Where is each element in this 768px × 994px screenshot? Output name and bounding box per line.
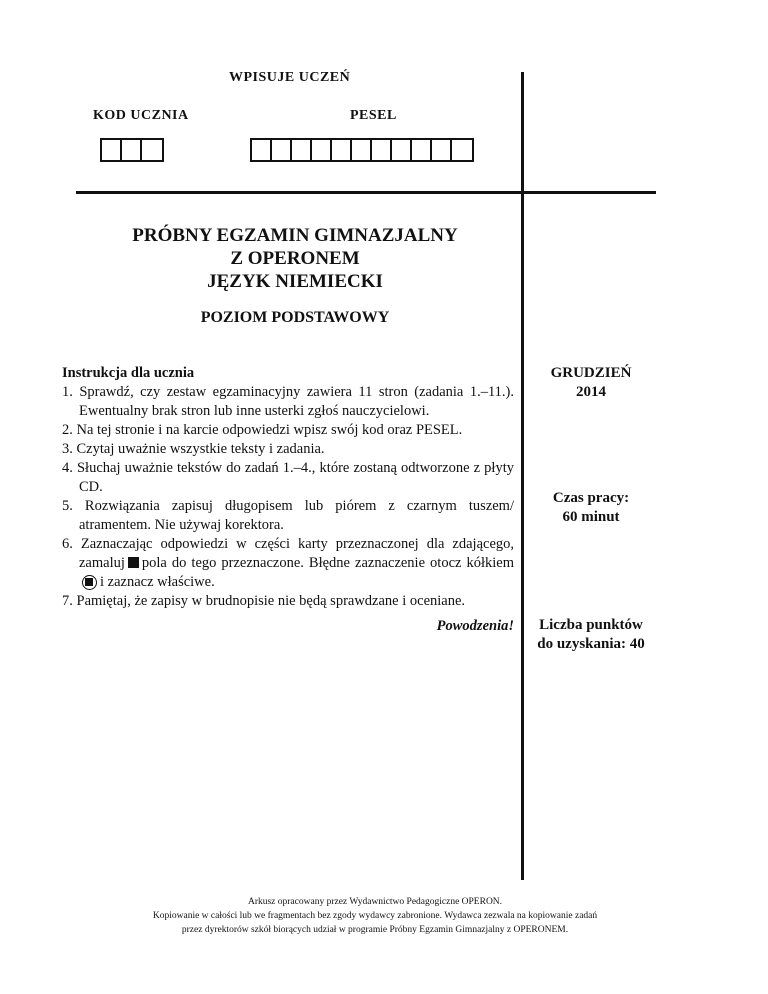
- exam-title: [100, 224, 490, 293]
- circled-square-icon: [82, 575, 97, 590]
- instructions-heading: Instrukcja dla ucznia: [62, 365, 195, 381]
- instruction-item: 1. Sprawdź, czy zestaw egzaminacyjny zawiera 11 stron (zadania 1.–11.). Ewentualny brak stron lub inne usterki zgłoś nauczycielowi.: [62, 384, 514, 419]
- student-code-box[interactable]: [142, 140, 162, 160]
- exam-month: GRUDZIEŃ: [550, 365, 632, 381]
- student-code-label: KOD UCZNIA: [93, 108, 189, 123]
- instruction-6-part3: i zaznacz właściwe.: [100, 574, 215, 590]
- instruction-item: 2. Na tej stronie i na karcie odpowiedzi wpisz swój kod oraz PESEL.: [62, 422, 463, 438]
- filled-square-icon: [128, 557, 139, 568]
- footer-line3: przez dyrektorów szkół biorących udział w programie Próbny Egzamin Gimnazjalny z OPERONEM.: [181, 925, 569, 935]
- footer-line1: Arkusz opracowany przez Wydawnictwo Pedagogiczne OPERON.: [247, 897, 503, 907]
- instruction-item: 7. Pamiętaj, że zapisy w brudnopisie nie będą sprawdzane i oceniane.: [62, 593, 466, 609]
- exam-title-line3: JĘZYK NIEMIECKI: [207, 271, 383, 292]
- points-value: do uzyskania: 40: [537, 636, 645, 652]
- instructions: [62, 364, 514, 611]
- instruction-6-part2: pola do tego przeznaczone. Błędne zaznaczenie otocz kółkiem: [141, 555, 514, 571]
- time-label: Czas pracy:: [552, 490, 630, 506]
- exam-year: 2014: [576, 384, 606, 400]
- student-code-box[interactable]: [102, 140, 122, 160]
- instruction-item: 4. Słuchaj uważnie tekstów do zadań 1.–4., które zostaną odtworzone z płyty CD.: [62, 460, 514, 495]
- pesel-box[interactable]: [452, 140, 472, 160]
- footer-line2: Kopiowanie w całości lub we fragmentach bez zgody wydawcy zabronione. Wydawca zezwala na kopiowanie zadań: [152, 911, 598, 921]
- student-fills-heading: WPISUJE UCZEŃ: [229, 70, 351, 85]
- pesel-box[interactable]: [372, 140, 392, 160]
- pesel-box[interactable]: [252, 140, 272, 160]
- exam-points: [526, 616, 656, 654]
- pesel-box[interactable]: [392, 140, 412, 160]
- pesel-box[interactable]: [332, 140, 352, 160]
- pesel-box[interactable]: [412, 140, 432, 160]
- exam-level: POZIOM PODSTAWOWY: [200, 309, 390, 326]
- instruction-item: 3. Czytaj uważnie wszystkie teksty i zadania.: [62, 441, 325, 457]
- pesel-label: PESEL: [350, 108, 397, 123]
- instruction-item-6: [62, 535, 514, 592]
- pesel-box[interactable]: [312, 140, 332, 160]
- instruction-6-part1: 6. Zaznaczając odpowiedzi w części karty przeznaczonej dla zdającego, zamaluj: [62, 536, 514, 571]
- student-code-box[interactable]: [122, 140, 142, 160]
- horizontal-divider: [76, 191, 656, 194]
- pesel-box[interactable]: [432, 140, 452, 160]
- points-label: Liczba punktów: [539, 617, 643, 633]
- pesel-box[interactable]: [292, 140, 312, 160]
- exam-title-line1: PRÓBNY EGZAMIN GIMNAZJALNY: [132, 225, 458, 246]
- pesel-box[interactable]: [352, 140, 372, 160]
- good-luck: Powodzenia!: [436, 618, 514, 634]
- exam-title-line2: Z OPERONEM: [230, 248, 360, 269]
- time-value: 60 minut: [562, 509, 620, 525]
- footer: [100, 895, 650, 937]
- pesel-box[interactable]: [272, 140, 292, 160]
- student-code-boxes[interactable]: [100, 138, 164, 162]
- exam-duration: [526, 489, 656, 527]
- exam-date: [526, 364, 656, 402]
- pesel-boxes[interactable]: [250, 138, 474, 162]
- instruction-item: 5. Rozwiązania zapisuj długopisem lub piórem z czarnym tuszem/ atramentem. Nie używaj korektora.: [62, 498, 514, 533]
